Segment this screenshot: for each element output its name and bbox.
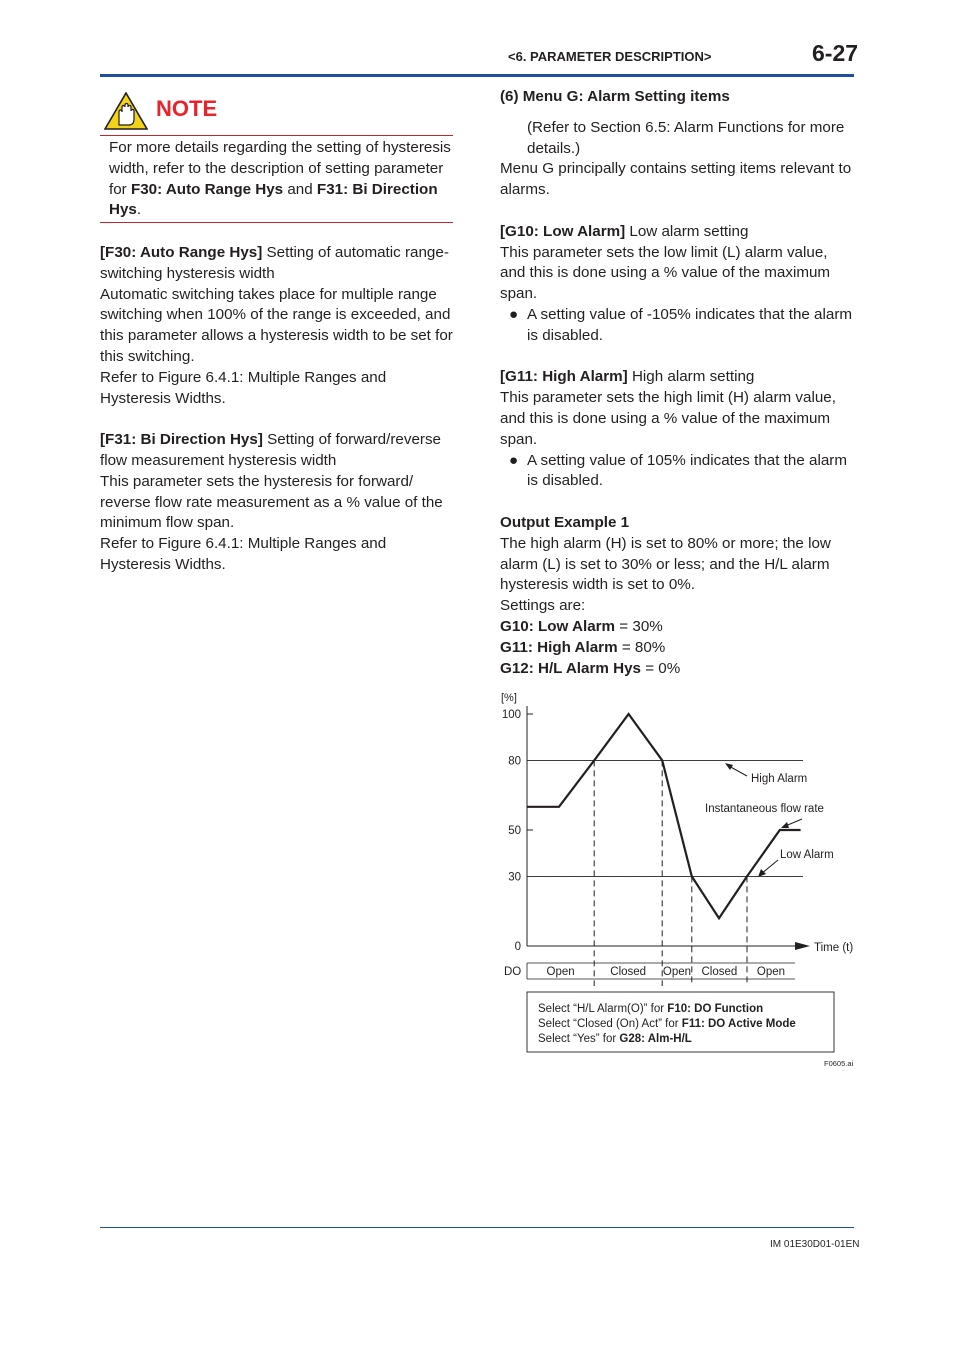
- note-bottom-rule: [100, 222, 453, 223]
- low-alarm-annotation: Low Alarm: [780, 849, 834, 861]
- f30-title: [F30: Auto Range Hys] Setting of automatic range-switching hysteresis width: [100, 244, 449, 282]
- high-alarm-annotation: High Alarm: [751, 773, 808, 785]
- settings-box-parameter: F11: DO Active Mode: [681, 1018, 796, 1030]
- header-rule: [100, 74, 854, 77]
- y-tick-label: 0: [514, 941, 521, 953]
- settings-box-text: Select “Closed (On) Act” for: [538, 1018, 682, 1030]
- y-tick-label: 80: [508, 755, 521, 768]
- do-state-label: Open: [662, 966, 692, 978]
- x-axis-label: Time (t): [814, 942, 854, 954]
- f30-reference: Refer to Figure 6.4.1: Multiple Ranges and Hysteresis Widths.: [100, 368, 387, 407]
- page-number: 6-27: [812, 40, 859, 66]
- menu-g-description: Menu G principally contains setting items relevant to alarms.: [500, 160, 852, 199]
- x-axis-arrow: [795, 942, 810, 950]
- y-tick-label: 50: [508, 825, 521, 837]
- note-top-rule: [100, 135, 453, 136]
- footer-rule: [100, 1227, 854, 1228]
- settings-box-parameter: F10: DO Function: [667, 1003, 764, 1015]
- alarm-output-chart: [495, 688, 865, 1073]
- do-state-label: Open: [546, 966, 575, 978]
- y-axis-label: [%]: [501, 692, 517, 704]
- do-row-label: DO: [504, 966, 522, 978]
- left-column: [100, 243, 460, 576]
- example-description: The high alarm (H) is set to 80% or more; the low alarm (L) is set to 30% or less; and the H/L alarm hysteresis width is set to 0%.: [500, 534, 831, 594]
- hand-warning-icon: [104, 92, 148, 130]
- g11-title: [G11: High Alarm] High alarm setting: [500, 368, 755, 386]
- flow-rate-line: [527, 714, 801, 918]
- series-annotation: Instantaneous flow rate: [705, 803, 824, 815]
- setting-g10: G10: Low Alarm = 30%: [500, 617, 663, 635]
- f31-title: [F31: Bi Direction Hys] Setting of forward/reverse flow measurement hysteresis width: [100, 431, 441, 469]
- low-alarm-arrowhead: [758, 869, 766, 877]
- menu-g-heading: (6) Menu G: Alarm Setting items: [500, 88, 730, 105]
- f31-description: This parameter sets the hysteresis for forward/ reverse flow rate measurement as a % value of the minimum flow span.: [100, 472, 443, 532]
- g10-bullet: ● A setting value of -105% indicates that the alarm is disabled.: [509, 305, 853, 344]
- settings-box-text: Select “H/L Alarm(O)” for: [538, 1003, 668, 1015]
- settings-box-line: [538, 1033, 692, 1045]
- setting-g11: G11: High Alarm = 80%: [500, 638, 666, 656]
- document-code: IM 01E30D01-01EN: [770, 1239, 860, 1250]
- settings-box-text: Select “Yes” for: [538, 1033, 620, 1045]
- settings-box-line: [538, 1018, 796, 1030]
- figure-id: F0605.ai: [824, 1059, 854, 1068]
- do-state-label: Closed: [610, 966, 647, 978]
- do-state-label: Open: [756, 966, 786, 978]
- g11-description: This parameter sets the high limit (H) alarm value, and this is done using a % value of the maximum span.: [500, 389, 836, 448]
- g10-title: [G10: Low Alarm] Low alarm setting: [500, 222, 749, 240]
- y-tick-label: 100: [501, 709, 521, 721]
- settings-box-line: [538, 1003, 763, 1015]
- high-alarm-arrowhead: [725, 763, 733, 770]
- menu-g-reference: (Refer to Section 6.5: Alarm Functions for more details.): [527, 118, 845, 157]
- setting-g12: G12: H/L Alarm Hys = 0%: [500, 659, 681, 677]
- do-state-label: Closed: [701, 966, 738, 978]
- y-tick-label: 30: [508, 871, 521, 884]
- right-column: [500, 87, 854, 679]
- f30-description: Automatic switching takes place for multiple range switching when 100% of the range is exceeded, and this parameter allows a hysteresis width to be set for this switching.: [100, 285, 453, 365]
- settings-box-parameter: G28: Alm-H/L: [619, 1033, 692, 1045]
- settings-intro: Settings are:: [500, 597, 586, 615]
- f31-reference: Refer to Figure 6.4.1: Multiple Ranges and Hysteresis Widths.: [100, 535, 387, 573]
- g11-bullet: ● A setting value of 105% indicates that the alarm is disabled.: [509, 451, 847, 490]
- g10-description: This parameter sets the low limit (L) alarm value, and this is done using a % value of the maximum span.: [500, 243, 831, 303]
- series-arrowhead: [781, 822, 789, 828]
- note-body: For more details regarding the setting of hysteresis width, refer to the description of setting parameter for F30: Auto Range Hys and F31: Bi Direction Hys.: [109, 139, 451, 219]
- example-title: Output Example 1: [500, 513, 630, 531]
- section-title: <6. PARAMETER DESCRIPTION>: [508, 49, 712, 64]
- note-title: NOTE: [156, 96, 218, 121]
